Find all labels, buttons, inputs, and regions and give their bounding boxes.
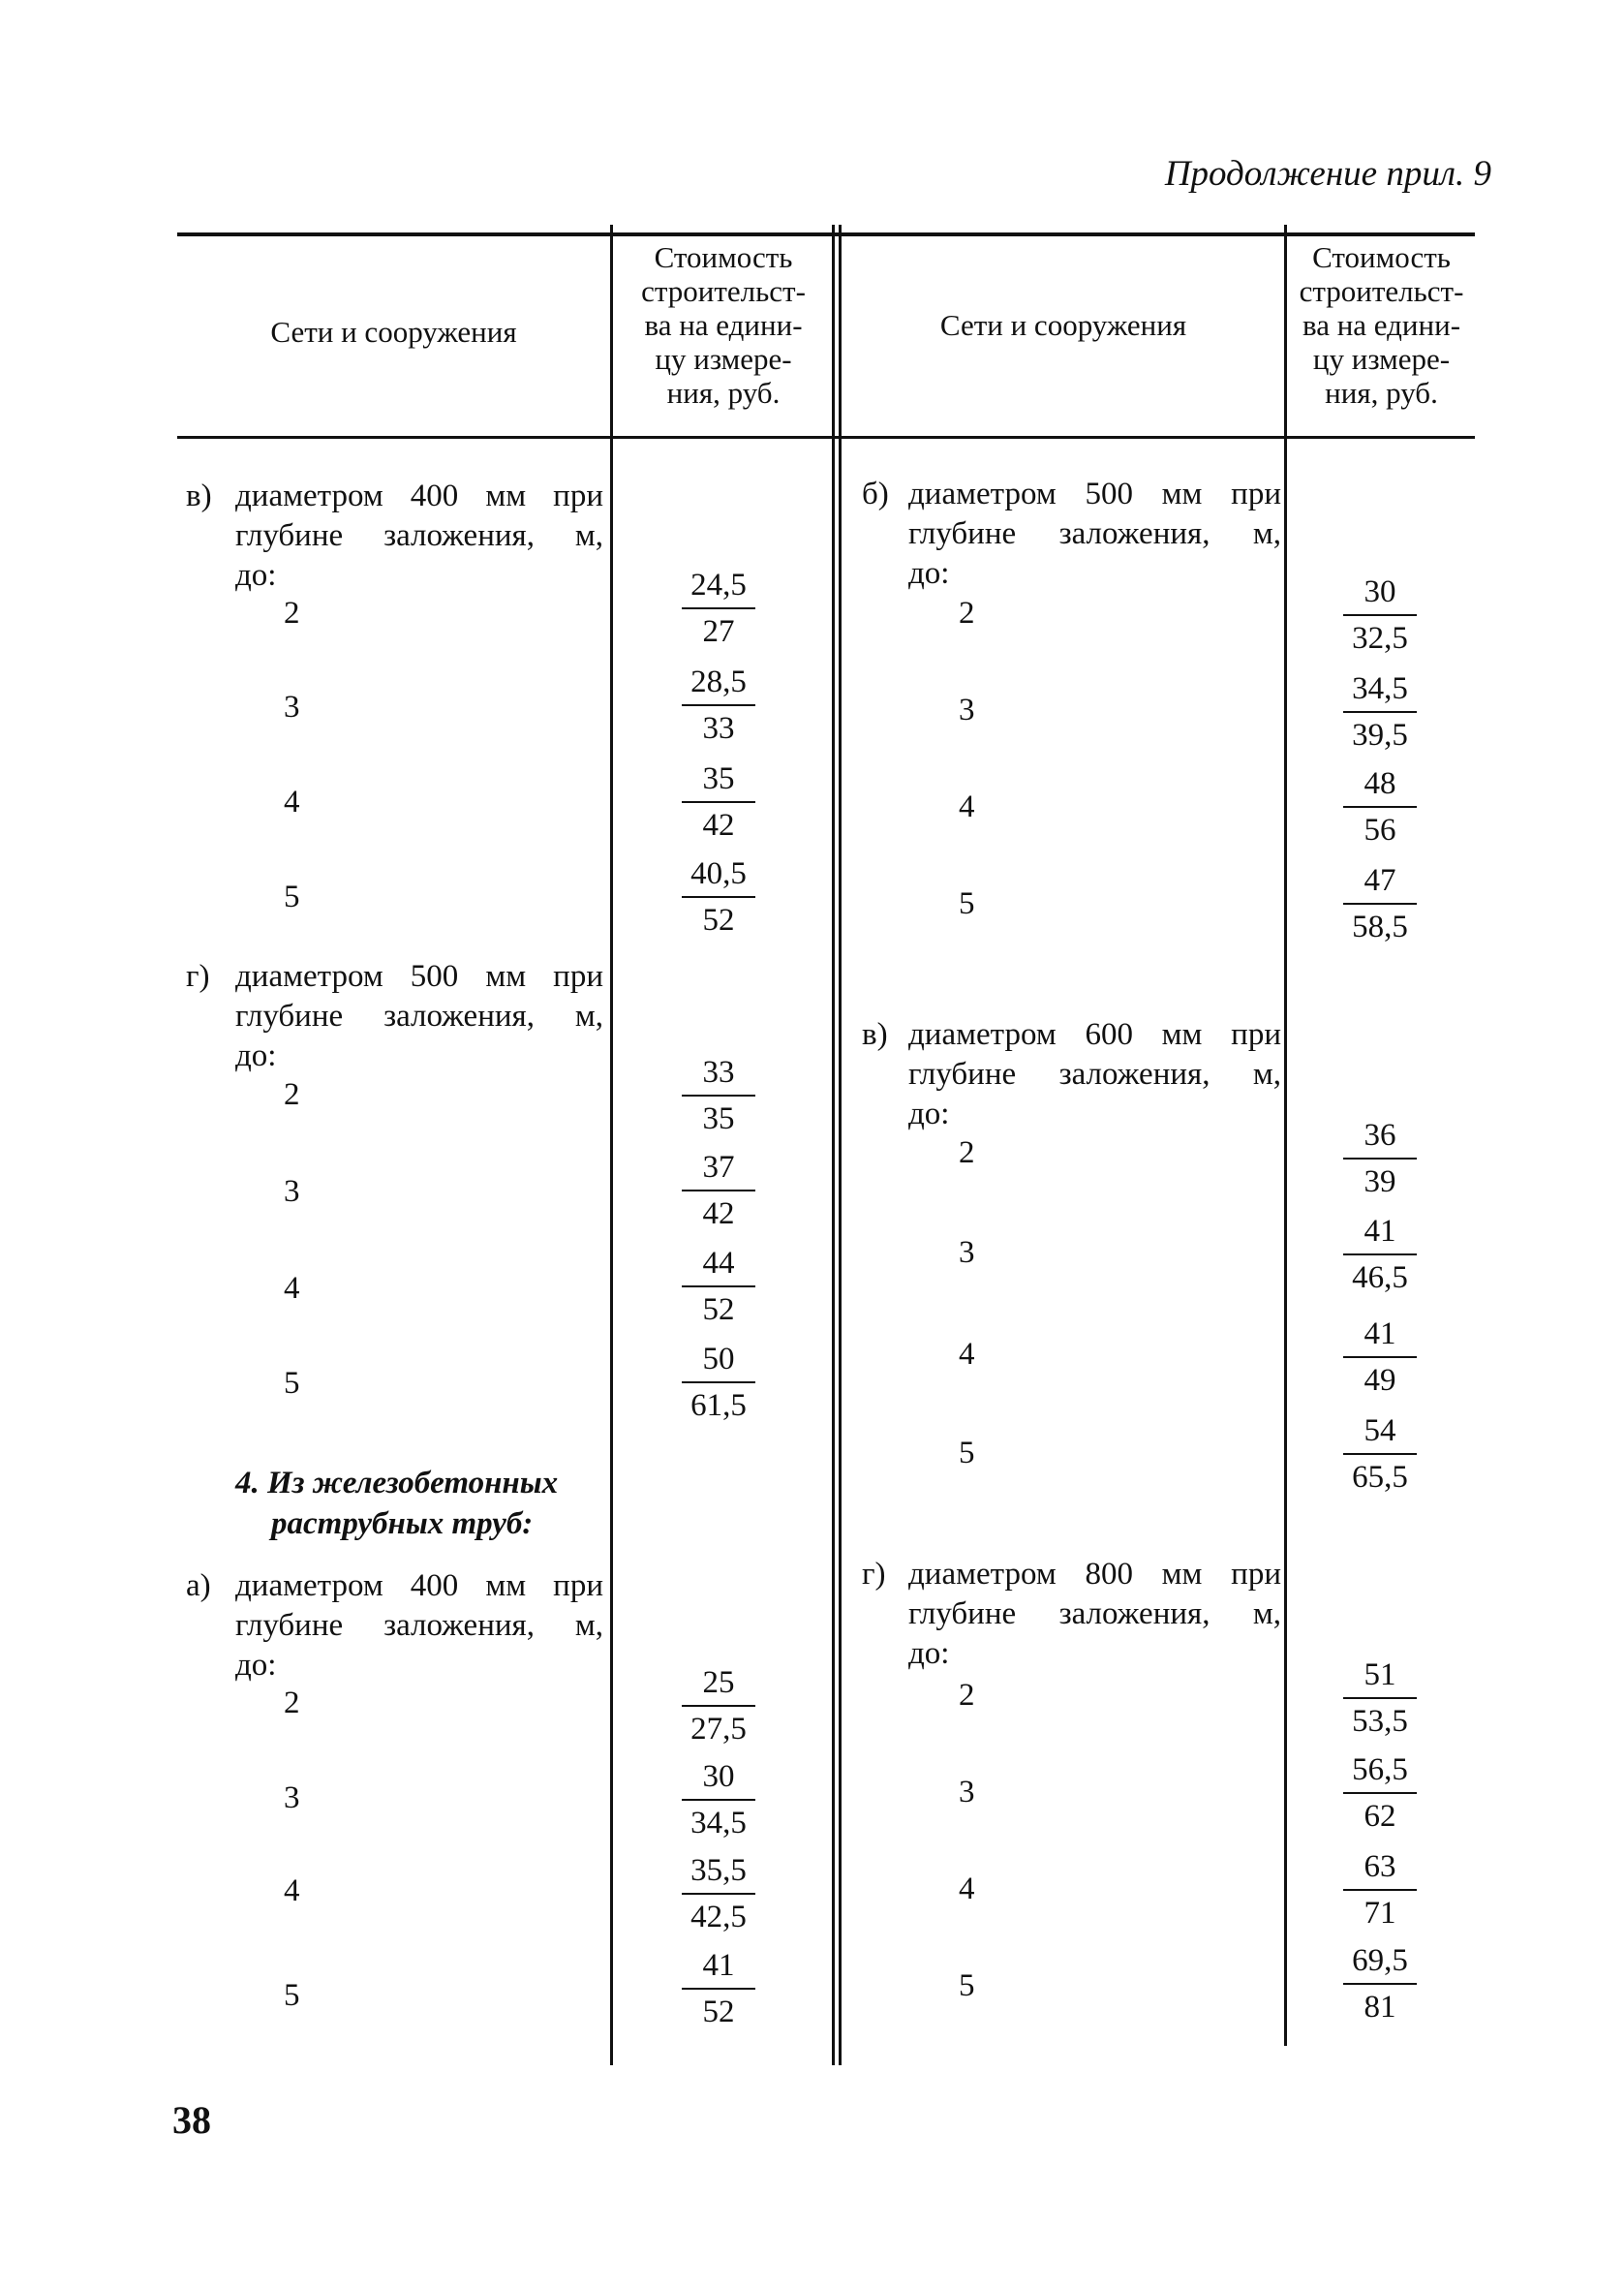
col4-header	[1288, 240, 1475, 410]
fraction-bar	[1343, 614, 1417, 616]
cost-fraction	[660, 1664, 777, 1748]
fraction-bar	[1343, 1792, 1417, 1794]
depth-value: 4	[284, 1873, 300, 1908]
item-description-line: диаметром 800 мм при	[908, 1557, 1281, 1592]
table-top-rule	[177, 232, 1475, 236]
cost-fraction	[1322, 573, 1438, 657]
item-description-line: до:	[908, 556, 950, 591]
col3-col4-divider	[1284, 225, 1287, 2046]
cost-numerator: 35	[702, 761, 735, 796]
item-description-line: диаметром 500 мм при	[908, 477, 1281, 511]
depth-value: 2	[959, 1135, 975, 1170]
depth-value: 2	[284, 1686, 300, 1720]
col4-header-line: строительст-	[1299, 274, 1464, 308]
fraction-bar	[1343, 1453, 1417, 1455]
cost-fraction	[1322, 1213, 1438, 1296]
cost-fraction	[1322, 1751, 1438, 1835]
col2-header-line: Стоимость	[654, 240, 793, 274]
cost-fraction	[1322, 1848, 1438, 1932]
fraction-bar	[1343, 903, 1417, 905]
item-description-line: диаметром 500 мм при	[235, 959, 603, 994]
cost-fraction	[660, 1245, 777, 1328]
cost-fraction	[1322, 765, 1438, 849]
item-description-line: до:	[908, 1097, 950, 1131]
cost-denominator: 42,5	[690, 1900, 747, 1934]
depth-value: 3	[959, 693, 975, 727]
fraction-bar	[682, 896, 755, 898]
item-letter: б)	[862, 477, 889, 511]
cost-numerator: 47	[1364, 863, 1396, 898]
section-heading: раструбных труб:	[271, 1506, 534, 1541]
item-letter: а)	[186, 1568, 211, 1603]
cost-denominator: 58,5	[1352, 910, 1408, 944]
cost-denominator: 34,5	[690, 1806, 747, 1840]
item-description	[908, 1555, 1281, 1674]
cost-denominator: 52	[702, 903, 735, 938]
depth-value: 2	[959, 596, 975, 631]
fraction-bar	[1343, 711, 1417, 713]
cost-numerator: 50	[702, 1342, 735, 1376]
page-number: 38	[172, 2098, 211, 2142]
fraction-bar	[682, 1799, 755, 1801]
depth-value: 2	[959, 1678, 975, 1713]
cost-fraction	[1322, 1942, 1438, 2026]
cost-denominator: 27,5	[690, 1712, 747, 1747]
fraction-bar	[1343, 1697, 1417, 1699]
depth-value: 5	[959, 1436, 975, 1470]
depth-value: 4	[284, 785, 300, 820]
center-double-divider-b	[839, 225, 842, 2065]
depth-value: 3	[959, 1235, 975, 1270]
cost-denominator: 71	[1364, 1896, 1396, 1931]
col4-header-line: ния, руб.	[1325, 376, 1438, 410]
fraction-bar	[682, 1705, 755, 1707]
item-description	[235, 957, 603, 1076]
fraction-bar	[682, 1285, 755, 1287]
header-bottom-rule	[177, 436, 1475, 439]
cost-fraction	[660, 760, 777, 844]
fraction-bar	[1343, 1983, 1417, 1985]
cost-denominator: 42	[702, 1196, 735, 1231]
cost-fraction	[660, 567, 777, 650]
cost-numerator: 63	[1364, 1849, 1396, 1884]
cost-denominator: 27	[702, 614, 735, 649]
cost-fraction	[660, 1054, 777, 1137]
fraction-bar	[682, 1893, 755, 1895]
col2-header-line: цу измере-	[655, 342, 792, 376]
col4-header-line: Стоимость	[1312, 240, 1451, 274]
cost-denominator: 81	[1364, 1990, 1396, 2025]
cost-denominator: 49	[1364, 1363, 1396, 1398]
item-description-line: до:	[908, 1636, 950, 1671]
cost-denominator: 62	[1364, 1799, 1396, 1834]
item-description-line: глубине заложения, м,	[908, 516, 1281, 551]
cost-numerator: 34,5	[1352, 671, 1408, 706]
col2-header-line: строительст-	[641, 274, 806, 308]
fraction-bar	[1343, 1356, 1417, 1358]
item-description-line: глубине заложения, м,	[908, 1057, 1281, 1092]
item-letter: в)	[186, 479, 212, 513]
fraction-bar	[682, 1988, 755, 1990]
cost-denominator: 53,5	[1352, 1704, 1408, 1739]
item-description	[235, 477, 603, 596]
cost-numerator: 54	[1364, 1413, 1396, 1448]
cost-numerator: 41	[702, 1948, 735, 1983]
cost-numerator: 37	[702, 1150, 735, 1185]
item-description	[235, 1566, 603, 1686]
depth-value: 5	[284, 1366, 300, 1401]
item-description-line: глубине заложения, м,	[235, 1608, 603, 1643]
cost-denominator: 61,5	[690, 1388, 747, 1423]
cost-numerator: 33	[702, 1055, 735, 1090]
cost-numerator: 36	[1364, 1118, 1396, 1153]
depth-value: 5	[284, 1978, 300, 2013]
cost-numerator: 41	[1364, 1214, 1396, 1249]
continuation-note: Продолжение прил. 9	[1164, 154, 1491, 194]
cost-fraction	[660, 1149, 777, 1232]
cost-numerator: 56,5	[1352, 1752, 1408, 1787]
col2-header-line: ния, руб.	[666, 376, 781, 410]
cost-denominator: 42	[702, 808, 735, 843]
cost-fraction	[1322, 670, 1438, 754]
item-letter: г)	[186, 959, 210, 994]
cost-denominator: 35	[702, 1101, 735, 1136]
item-description-line: глубине заложения, м,	[235, 518, 603, 553]
fraction-bar	[1343, 1889, 1417, 1891]
section-heading: 4. Из железобетонных	[235, 1466, 559, 1500]
cost-fraction	[660, 1947, 777, 2030]
cost-fraction	[660, 1758, 777, 1841]
item-description	[908, 1015, 1281, 1134]
cost-fraction	[1322, 1315, 1438, 1399]
cost-fraction	[660, 1341, 777, 1424]
item-description-line: глубине заложения, м,	[235, 999, 603, 1034]
cost-numerator: 30	[1364, 574, 1396, 609]
cost-numerator: 25	[702, 1665, 735, 1700]
cost-denominator: 39	[1364, 1164, 1396, 1199]
cost-denominator: 46,5	[1352, 1260, 1408, 1295]
cost-numerator: 28,5	[690, 665, 747, 699]
cost-denominator: 33	[702, 711, 735, 746]
depth-value: 5	[284, 880, 300, 914]
fraction-bar	[682, 704, 755, 706]
cost-denominator: 52	[702, 1292, 735, 1327]
col2-header	[614, 240, 833, 410]
fraction-bar	[1343, 806, 1417, 808]
item-description-line: глубине заложения, м,	[908, 1596, 1281, 1631]
fraction-bar	[682, 1190, 755, 1191]
depth-value: 2	[284, 596, 300, 631]
depth-value: 4	[284, 1271, 300, 1306]
depth-value: 3	[284, 1174, 300, 1209]
depth-value: 5	[959, 1968, 975, 2003]
cost-fraction	[660, 855, 777, 939]
cost-fraction	[1322, 1412, 1438, 1496]
cost-fraction	[1322, 1656, 1438, 1740]
item-description-line: до:	[235, 1038, 277, 1073]
depth-value: 3	[284, 690, 300, 725]
cost-fraction	[1322, 862, 1438, 945]
col2-header-line: ва на едини-	[644, 308, 803, 342]
item-letter: в)	[862, 1017, 888, 1052]
depth-value: 5	[959, 886, 975, 921]
cost-fraction	[660, 1852, 777, 1935]
fraction-bar	[1343, 1158, 1417, 1160]
cost-numerator: 69,5	[1352, 1943, 1408, 1978]
item-description-line: диаметром 400 мм при	[235, 1568, 603, 1603]
col1-header: Сети и сооружения	[270, 315, 517, 349]
cost-numerator: 30	[702, 1759, 735, 1794]
col1-col2-divider	[610, 225, 613, 2065]
cost-numerator: 48	[1364, 766, 1396, 801]
cost-denominator: 32,5	[1352, 621, 1408, 656]
cost-denominator: 39,5	[1352, 718, 1408, 753]
item-description	[908, 475, 1281, 594]
fraction-bar	[682, 1381, 755, 1383]
cost-fraction	[1322, 1117, 1438, 1200]
depth-value: 3	[959, 1775, 975, 1810]
col4-header-line: цу измере-	[1312, 342, 1451, 376]
fraction-bar	[1343, 1253, 1417, 1255]
cost-numerator: 24,5	[690, 568, 747, 603]
cost-numerator: 40,5	[690, 856, 747, 891]
cost-fraction	[660, 664, 777, 747]
depth-value: 4	[959, 1337, 975, 1372]
depth-value: 3	[284, 1780, 300, 1815]
col3-header: Сети и сооружения	[939, 308, 1187, 342]
fraction-bar	[682, 607, 755, 609]
cost-denominator: 65,5	[1352, 1460, 1408, 1495]
cost-denominator: 52	[702, 1995, 735, 2029]
item-letter: г)	[862, 1557, 886, 1592]
cost-numerator: 41	[1364, 1316, 1396, 1351]
depth-value: 4	[959, 1871, 975, 1906]
cost-numerator: 51	[1364, 1657, 1396, 1692]
item-description-line: диаметром 600 мм при	[908, 1017, 1281, 1052]
fraction-bar	[682, 1095, 755, 1097]
center-double-divider-a	[832, 225, 835, 2065]
cost-denominator: 56	[1364, 813, 1396, 848]
item-description-line: до:	[235, 558, 277, 593]
item-description-line: до:	[235, 1648, 277, 1683]
fraction-bar	[682, 801, 755, 803]
cost-numerator: 44	[702, 1246, 735, 1281]
depth-value: 2	[284, 1077, 300, 1112]
depth-value: 4	[959, 789, 975, 824]
item-description-line: диаметром 400 мм при	[235, 479, 603, 513]
col4-header-line: ва на едини-	[1302, 308, 1461, 342]
cost-numerator: 35,5	[690, 1853, 747, 1888]
